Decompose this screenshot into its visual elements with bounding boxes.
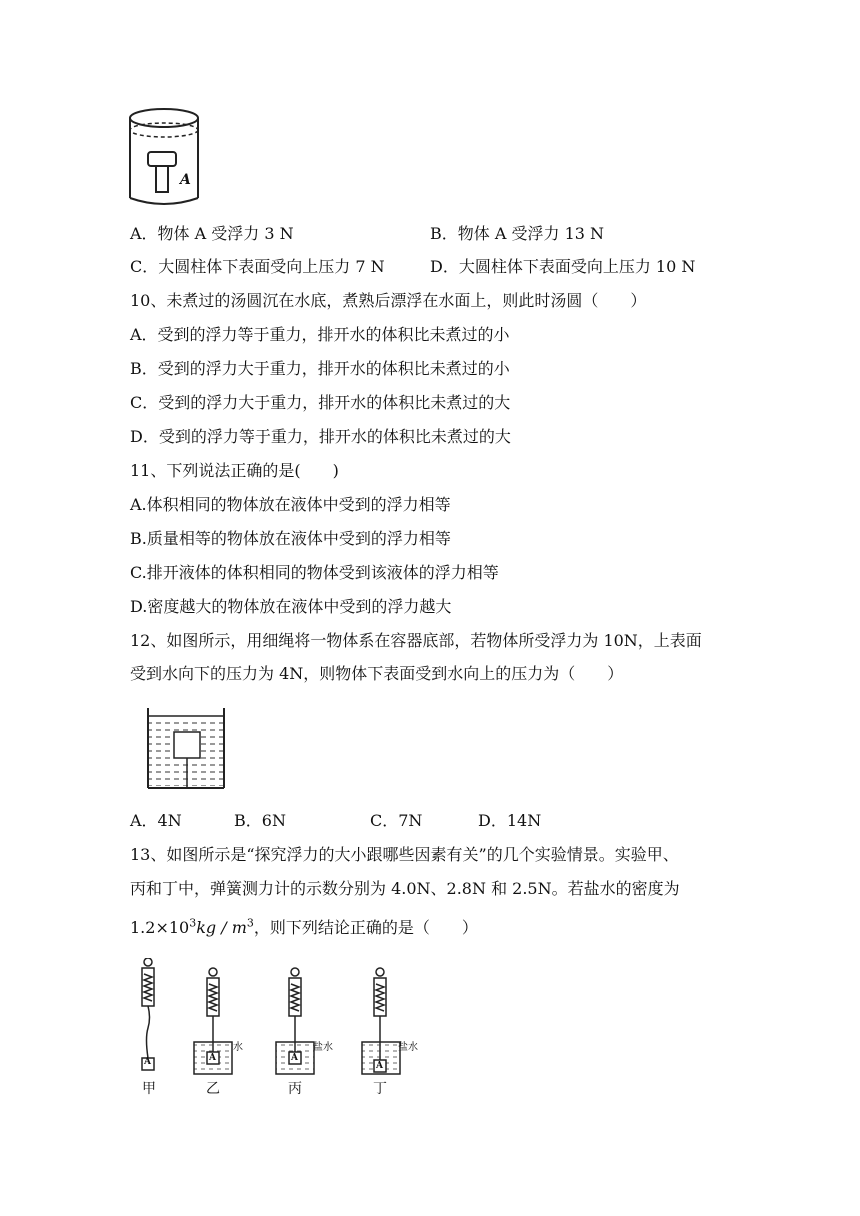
q12-stem-line2: 受到水向下的压力为 4N，则物体下表面受到水向上的压力为（ ） [130, 664, 624, 683]
q11-option-c: C.排开液体的体积相同的物体受到该液体的浮力相等 [130, 563, 499, 582]
q13-density-unit: kg / m [196, 918, 247, 937]
q13-panel-label-jia: 甲 [142, 1081, 156, 1097]
q13-stem-line3 [130, 918, 478, 938]
q12-option-d: D．14N [478, 811, 542, 830]
q11-option-d: D.密度越大的物体放在液体中受到的浮力越大 [130, 597, 452, 616]
q9-cylinder-figure [126, 106, 210, 210]
q12-option-c: C．7N [370, 811, 423, 830]
q9-option-c: C．大圆柱体下表面受向上压力 7 N [130, 257, 385, 276]
q11-option-a: A.体积相同的物体放在液体中受到的浮力相等 [130, 495, 451, 514]
q11-option-b: B.质量相等的物体放在液体中受到的浮力相等 [130, 529, 451, 548]
q9-option-b: B．物体 A 受浮力 13 N [430, 224, 605, 243]
q13-density-exp: 3 [189, 916, 197, 930]
q13-stem-line1: 13、如图所示是“探究浮力的大小跟哪些因素有关”的几个实验情景。实验甲、 [130, 845, 679, 864]
q13-density-base: 1.2×10 [130, 918, 190, 937]
q10-option-c: C．受到的浮力大于重力，排开水的体积比未煮过的大 [130, 393, 511, 412]
q13-block-label: A [144, 1057, 151, 1067]
q13-experiment-figure [128, 958, 428, 1098]
q13-panel-label-yi: 乙 [206, 1081, 220, 1097]
q10-option-d: D．受到的浮力等于重力，排开水的体积比未煮过的大 [130, 427, 511, 446]
q13-stem-tail: ，则下列结论正确的是（ ） [253, 918, 478, 937]
q9-option-a: A．物体 A 受浮力 3 N [130, 224, 294, 243]
q12-option-a: A．4N [130, 811, 182, 830]
q13-stem-line2: 丙和丁中，弹簧测力计的示数分别为 4.0N、2.8N 和 2.5N。若盐水的密度为 [130, 879, 680, 898]
q10-stem: 10、未煮过的汤圆沉在水底，煮熟后漂浮在水面上，则此时汤圆（ ） [130, 291, 647, 310]
q10-option-a: A．受到的浮力等于重力，排开水的体积比未煮过的小 [130, 325, 510, 344]
q13-panel-label-bing: 丙 [288, 1081, 302, 1097]
q13-block-label: A [209, 1053, 216, 1063]
q13-liquid-label-yi: 水 [233, 1042, 243, 1053]
q9-figure-label: A [180, 172, 191, 188]
q12-container-figure [146, 706, 228, 790]
q12-stem-line1: 12、如图所示，用细绳将一物体系在容器底部，若物体所受浮力为 10N，上表面 [130, 631, 702, 650]
q13-liquid-label-ding: 盐水 [398, 1042, 418, 1053]
q13-block-label: A [291, 1053, 298, 1063]
q12-option-b: B．6N [234, 811, 286, 830]
q13-panel-label-ding: 丁 [373, 1081, 387, 1097]
q10-option-b: B．受到的浮力大于重力，排开水的体积比未煮过的小 [130, 359, 510, 378]
q13-block-label: A [376, 1061, 383, 1071]
q13-density-unit-exp: 3 [246, 916, 254, 930]
q13-liquid-label-bing: 盐水 [313, 1042, 333, 1053]
q9-option-d: D．大圆柱体下表面受向上压力 10 N [430, 257, 696, 276]
q11-stem: 11、下列说法正确的是( ) [130, 461, 339, 480]
